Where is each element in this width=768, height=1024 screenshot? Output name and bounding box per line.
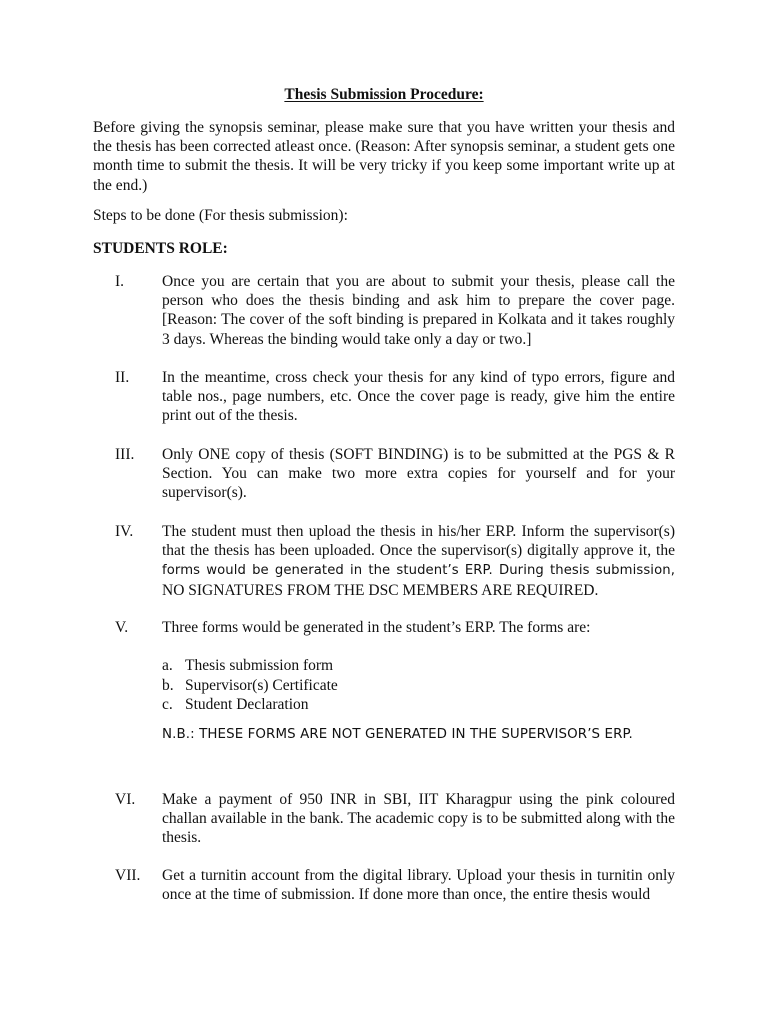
intro-paragraph: Before giving the synopsis seminar, please make sure that you have written your thesis and the thesis has been corrected atleast once. (Reason: After synopsis seminar, a student gets one month time to submit the thesis. It will be very tricky if you keep some important write up at the end.)	[93, 119, 675, 194]
list-item	[162, 656, 338, 676]
step-text-part: The student must then upload the thesis in his/her ERP. Inform the supervisor(s) that the thesis has been uploaded. Once the supervisor(s) digitally approve it, the	[162, 523, 675, 560]
step-text: In the meantime, cross check your thesis for any kind of typo errors, figure and table nos., page numbers, etc. Once the cover page is ready, give him the entire print out of the thesis.	[162, 369, 675, 425]
forms-list	[162, 656, 338, 715]
list-label: Thesis submission form	[185, 657, 334, 674]
list-label: Student Declaration	[185, 696, 309, 714]
step-numeral: V.	[115, 619, 129, 636]
step-text-part: NO SIGNATURES FROM THE DSC MEMBERS ARE REQUIRED.	[162, 581, 599, 599]
step-text-part: forms would be generated in the student’s ERP. During thesis submission,	[162, 563, 675, 579]
list-label: Supervisor(s) Certificate	[185, 676, 338, 694]
step-numeral: IV.	[115, 523, 134, 540]
step-numeral: II.	[115, 369, 130, 386]
document-title: Thesis Submission Procedure:	[284, 86, 484, 103]
step-text: Once you are certain that you are about to submit your thesis, please call the person who does the thesis binding and ask him to prepare the cover page. [Reason: The cover of the soft binding is prepared in Kolkata and it takes roughly 3 days. Whereas the binding would take only a day or two.]	[162, 273, 675, 348]
steps-heading: Steps to be done (For thesis submission):	[93, 207, 348, 224]
step-numeral: VII.	[115, 867, 141, 884]
list-item	[162, 676, 338, 696]
step-numeral: I.	[115, 273, 125, 290]
step-text: Only ONE copy of thesis (SOFT BINDING) is to be submitted at the PGS & R Section. You can make two more extra copies for yourself and for your supervisor(s).	[162, 446, 675, 502]
step-text: Get a turnitin account from the digital library. Upload your thesis in turnitin only once at the time of submission. If done more than once, the entire thesis would	[162, 867, 675, 904]
step-text	[162, 522, 675, 600]
list-item	[162, 695, 338, 715]
list-letter: b.	[162, 676, 174, 694]
list-letter: c.	[162, 696, 173, 714]
step-numeral: III.	[115, 446, 135, 463]
step-text: Three forms would be generated in the student’s ERP. The forms are:	[162, 619, 591, 636]
list-letter: a.	[162, 657, 173, 674]
step-numeral: VI.	[115, 791, 136, 808]
students-role-heading: STUDENTS ROLE:	[93, 240, 228, 257]
step-text: Make a payment of 950 INR in SBI, IIT Kharagpur using the pink coloured challan available in the bank. The academic copy is to be submitted along with the thesis.	[162, 791, 675, 847]
forms-note: N.B.: THESE FORMS ARE NOT GENERATED IN THE SUPERVISOR’S ERP.	[162, 727, 633, 742]
